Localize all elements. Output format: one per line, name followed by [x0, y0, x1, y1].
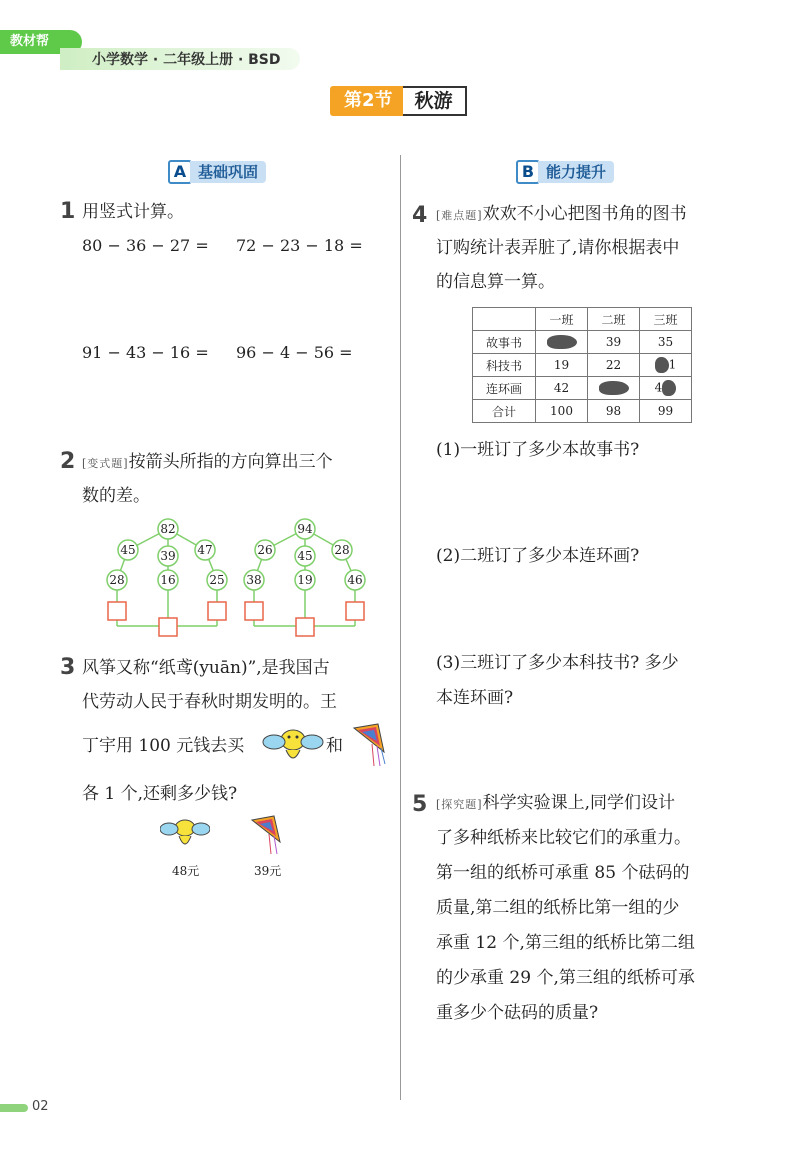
table-cell-digit: 1 — [668, 357, 677, 372]
q5-line3: 第一组的纸桥可承重 85 个砝码的 — [436, 863, 690, 883]
q1-number: 1 — [60, 199, 76, 224]
q2-number: 2 — [60, 449, 76, 474]
table-cell-partial — [640, 354, 692, 377]
series-title: 小学数学 · 二年级上册 · BSD — [92, 52, 281, 68]
q5-line4: 质量,第二组的纸桥比第一组的少 — [436, 898, 680, 918]
table-row-label: 故事书 — [473, 331, 536, 354]
table-row-label: 连环画 — [473, 377, 536, 400]
q4-tag: [难点题] — [436, 209, 483, 222]
q3-line3a: 丁宇用 100 元钱去买 — [82, 736, 245, 756]
tree1-left: 45 — [120, 543, 136, 557]
brand-tab: 教材帮 — [0, 30, 82, 54]
q3-line2: 代劳动人民于春秋时期发明的。王 — [82, 692, 337, 712]
table-cell: 35 — [640, 331, 692, 354]
tree2-mid: 45 — [297, 549, 313, 563]
section-title — [330, 86, 467, 116]
section-a-title: 基础巩固 — [190, 161, 266, 183]
table-cell: 42 — [536, 377, 588, 400]
table-cell: 39 — [588, 331, 640, 354]
difference-trees — [95, 512, 385, 642]
table-cell-digit: 4 — [654, 380, 663, 395]
q4-sub3a: (3)三班订了多少本科技书? 多少 — [436, 653, 679, 673]
section-b-title: 能力提升 — [538, 161, 614, 183]
q5-line5: 承重 12 个,第三组的纸桥比第二组 — [436, 933, 695, 953]
table-cell: 100 — [536, 400, 588, 423]
page-number: 02 — [32, 1099, 49, 1114]
table-cell: 98 — [588, 400, 640, 423]
q3-number: 3 — [60, 655, 76, 680]
kite-yellow-small-icon — [160, 812, 210, 856]
section-b-letter: B — [516, 160, 540, 184]
q4-sub1: (1)一班订了多少本故事书? — [436, 440, 640, 460]
page-number-bar — [0, 1104, 28, 1112]
table-header — [473, 308, 536, 331]
tree1-mid: 39 — [160, 549, 176, 563]
q5-text-line1 — [436, 785, 766, 823]
answer-box[interactable] — [208, 602, 226, 620]
price-kite-yellow: 48元 — [172, 864, 200, 878]
tree1-bottom-mid: 16 — [160, 573, 176, 587]
answer-box[interactable] — [108, 602, 126, 620]
section-a-letter: A — [168, 160, 192, 184]
q4-sub3b: 本连环画? — [436, 688, 514, 708]
q2-text-line1 — [82, 444, 392, 482]
kite-yellow-icon — [262, 722, 324, 768]
tree1-bottom-left: 28 — [109, 573, 125, 587]
section-number: 第2节 — [330, 86, 403, 116]
column-divider — [400, 155, 401, 1100]
tree1-right: 47 — [197, 543, 213, 557]
q5-line6: 的少承重 29 个,第三组的纸桥可承 — [436, 968, 695, 988]
q2-tag: [变式题] — [82, 457, 129, 470]
q4-sub2: (2)二班订了多少本连环画? — [436, 546, 640, 566]
tree2-bottom-mid: 19 — [297, 573, 313, 587]
table-cell: 19 — [536, 354, 588, 377]
table-row-label: 合计 — [473, 400, 536, 423]
q1-text: 用竖式计算。 — [82, 202, 184, 222]
q3-line4: 各 1 个,还剩多少钱? — [82, 784, 238, 804]
q3-line3b: 和 — [326, 736, 343, 756]
tree2-left: 26 — [257, 543, 273, 557]
answer-box[interactable] — [346, 602, 364, 620]
table-cell-smudged — [588, 377, 640, 400]
q4-line1: 欢欢不小心把图书角的图书 — [482, 204, 687, 224]
section-a-badge — [168, 160, 266, 184]
table-header: 一班 — [536, 308, 588, 331]
ink-blot — [599, 381, 629, 395]
q1-expr-3: 91 − 43 − 16 = — [82, 343, 209, 362]
q1-expr-2: 72 − 23 − 18 = — [236, 236, 363, 255]
q2-line1: 按箭头所指的方向算出三个 — [128, 452, 333, 472]
q4-line3: 的信息算一算。 — [436, 272, 555, 292]
q2-text-line2: 数的差。 — [82, 486, 150, 506]
book-order-table — [472, 307, 692, 423]
q4-number: 4 — [412, 203, 428, 228]
table-row — [473, 400, 692, 423]
table-header: 三班 — [640, 308, 692, 331]
table-cell-partial — [640, 377, 692, 400]
q3-line1: 风筝又称“纸鸢(yuān)”,是我国古 — [82, 658, 330, 678]
table-row — [473, 354, 692, 377]
answer-box[interactable] — [159, 618, 177, 636]
ink-blot — [547, 335, 577, 349]
q4-text-line1 — [436, 196, 766, 234]
table-row-label: 科技书 — [473, 354, 536, 377]
q5-line1: 科学实验课上,同学们设计 — [482, 793, 675, 813]
table-cell: 22 — [588, 354, 640, 377]
kite-striped-icon — [352, 722, 388, 768]
answer-box[interactable] — [296, 618, 314, 636]
q1-expr-4: 96 − 4 − 56 = — [236, 343, 353, 362]
tree1-top: 82 — [160, 522, 176, 536]
table-header: 二班 — [588, 308, 640, 331]
section-b-badge — [516, 160, 614, 184]
q5-tag: [探究题] — [436, 798, 483, 811]
tree1-bottom-right: 25 — [209, 573, 225, 587]
q5-number: 5 — [412, 792, 428, 817]
tree2-top: 94 — [297, 522, 313, 536]
section-name: 秋游 — [403, 86, 467, 116]
table-row — [473, 331, 692, 354]
q5-line7: 重多少个砝码的质量? — [436, 1003, 599, 1023]
q1-expr-1: 80 − 36 − 27 = — [82, 236, 209, 255]
q5-line2: 了多种纸桥来比较它们的承重力。 — [436, 828, 691, 848]
ink-blot — [655, 357, 669, 373]
table-cell: 99 — [640, 400, 692, 423]
kite-striped-small-icon — [250, 814, 284, 856]
tree2-bottom-left: 38 — [246, 573, 262, 587]
q4-line2: 订购统计表弄脏了,请你根据表中 — [436, 238, 680, 258]
table-header-row — [473, 308, 692, 331]
table-row — [473, 377, 692, 400]
answer-box[interactable] — [245, 602, 263, 620]
tree2-right: 28 — [334, 543, 350, 557]
tree2-bottom-right: 46 — [347, 573, 363, 587]
table-cell-smudged — [536, 331, 588, 354]
price-kite-striped: 39元 — [254, 864, 282, 878]
ink-blot — [662, 380, 676, 396]
